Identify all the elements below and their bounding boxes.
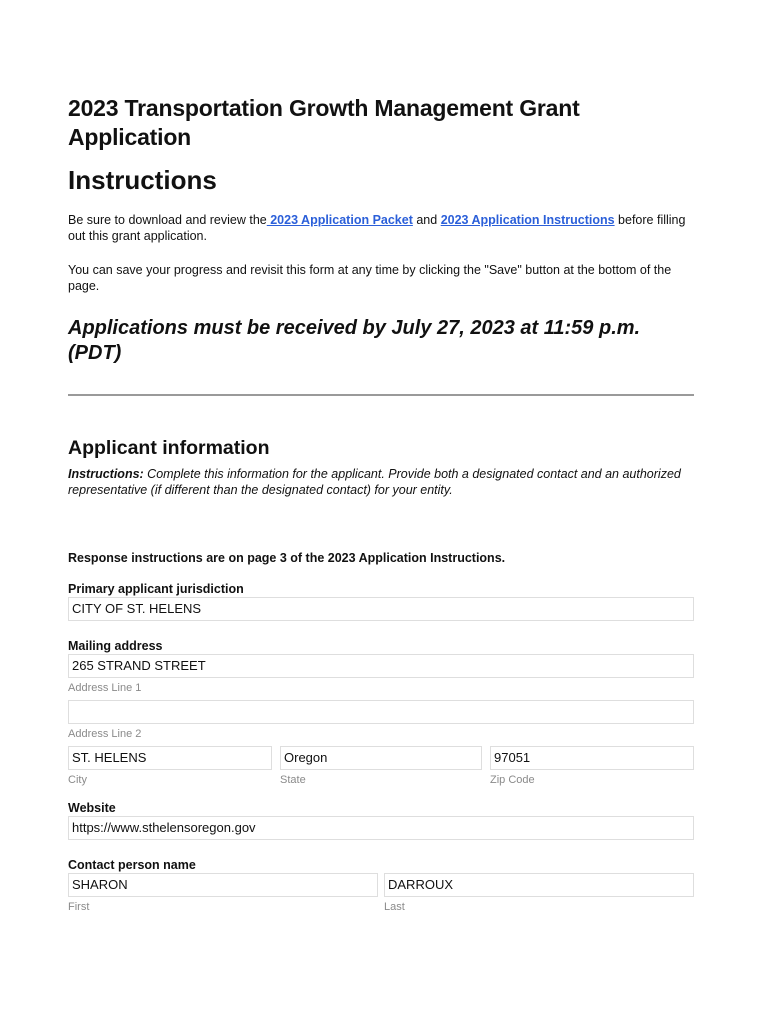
section-divider — [68, 394, 694, 396]
website-group — [68, 800, 694, 840]
city-field[interactable]: ST. HELENS — [68, 746, 272, 770]
city-group — [68, 746, 272, 787]
instructions-heading: Instructions — [68, 165, 217, 195]
applicant-instructions-text: Complete this information for the applicant. Provide both a designated contact and an authorized representative (if different than the designated contact) for your entity. — [68, 467, 681, 497]
website-field[interactable]: https://www.sthelensoregon.gov — [68, 816, 694, 840]
city-caption: City — [68, 774, 87, 786]
applicant-instructions-label: Instructions: — [68, 467, 144, 481]
intro-text-mid: and — [412, 213, 441, 227]
address-line1-field[interactable]: 265 STRAND STREET — [68, 654, 694, 678]
contact-name-label: Contact person name — [68, 858, 196, 872]
first-name-group — [68, 873, 378, 914]
mailing-address-group — [68, 638, 694, 787]
deadline-notice: Applications must be received by July 27, 2023 at 11:59 p.m. (PDT) — [68, 317, 641, 364]
first-name-field[interactable]: SHARON — [68, 873, 378, 897]
page-title: 2023 Transportation Growth Management Grant Application — [68, 95, 580, 150]
last-name-caption: Last — [384, 901, 405, 913]
form-page — [68, 94, 694, 914]
last-name-field[interactable]: DARROUX — [384, 873, 694, 897]
jurisdiction-label: Primary applicant jurisdiction — [68, 582, 244, 596]
city-state-zip-row — [68, 746, 694, 787]
address-line2-caption: Address Line 2 — [68, 728, 142, 740]
applicant-info-heading: Applicant information — [68, 437, 270, 459]
application-instructions-link[interactable]: 2023 Application Instructions — [440, 213, 615, 227]
application-packet-link[interactable]: 2023 Application Packet — [266, 213, 413, 227]
contact-name-group — [68, 857, 694, 914]
address-line2-field[interactable] — [68, 700, 694, 724]
zip-group — [490, 746, 694, 787]
website-label: Website — [68, 801, 116, 815]
jurisdiction-group — [68, 581, 694, 621]
intro-text-prefix: Be sure to download and review the — [68, 213, 267, 227]
state-caption: State — [280, 774, 306, 786]
save-progress-paragraph: You can save your progress and revisit this form at any time by clicking the "Save" button at the bottom of the page. — [68, 263, 672, 293]
jurisdiction-field[interactable]: CITY OF ST. HELENS — [68, 597, 694, 621]
zip-field[interactable]: 97051 — [490, 746, 694, 770]
first-name-caption: First — [68, 901, 90, 913]
zip-caption: Zip Code — [490, 774, 535, 786]
intro-paragraph — [68, 212, 694, 244]
applicant-instructions — [68, 466, 694, 498]
contact-name-row — [68, 873, 694, 914]
mailing-address-label: Mailing address — [68, 639, 163, 653]
last-name-group — [384, 873, 694, 914]
intro-text-suffix: before filling out this grant application. — [68, 213, 686, 243]
state-field[interactable]: Oregon — [280, 746, 482, 770]
address-line1-caption: Address Line 1 — [68, 682, 142, 694]
state-group — [280, 746, 482, 787]
response-instructions-note: Response instructions are on page 3 of the 2023 Application Instructions. — [68, 551, 506, 565]
